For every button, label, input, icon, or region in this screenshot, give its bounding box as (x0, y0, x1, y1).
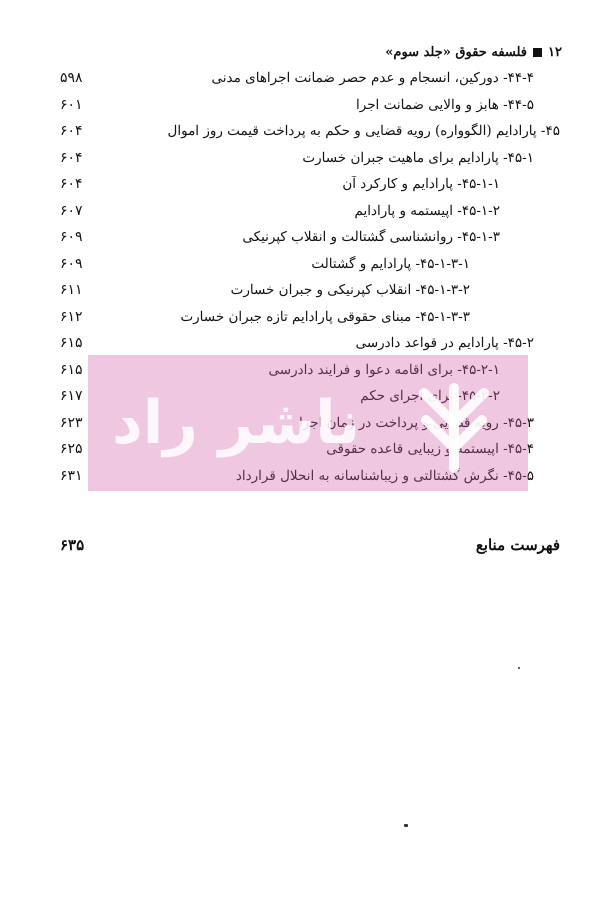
toc-entry-page: ۶۰۷ (60, 202, 83, 219)
header-square-icon (533, 48, 542, 57)
header-page-number: ۱۲ (548, 44, 562, 60)
print-speck (404, 824, 408, 827)
toc-entry[interactable] (60, 70, 560, 97)
toc-entry[interactable] (60, 150, 560, 177)
toc-entry-page: ۶۰۹ (60, 229, 83, 245)
toc-entry[interactable] (60, 123, 560, 150)
toc-entry-title: ۴۵-۵- نگرش گشتالتی و زیباشناسانه به انحلال قرارداد (235, 467, 534, 484)
toc-entry-title: ۴۵-۲-۲- برای اجرای حکم (360, 388, 500, 404)
toc-entry[interactable] (60, 229, 560, 256)
header-book-title: فلسفه حقوق «جلد سوم» (385, 44, 528, 60)
toc-entry[interactable] (60, 97, 560, 124)
toc-entry-page: ۶۲۳ (60, 414, 83, 431)
toc-entry-title: ۴۵-۴- اپیستمه و زیبایی قاعده حقوقی (326, 441, 534, 457)
toc-entry-title: ۴۵-۱-۲- اپیستمه و پارادایم (354, 202, 500, 219)
references-entry[interactable] (60, 536, 560, 554)
toc-entry[interactable] (60, 256, 560, 283)
toc-entry[interactable] (60, 309, 560, 336)
publisher-logo-icon (404, 368, 504, 478)
references-title: فهرست منابع (475, 536, 560, 554)
toc-entry-title: ۴۵- پارادایم (الگوواره) رویه قضایی و حکم به پرداخت قیمت روز اموال (167, 123, 560, 139)
toc-entry-page: ۶۱۱ (60, 282, 83, 298)
toc-entry-page: ۶۲۵ (60, 441, 83, 457)
toc-entry-title: ۴۵-۳- رویه قضایی و پرداخت در زمان اجرا (299, 414, 534, 431)
publisher-watermark (88, 355, 528, 491)
toc-entry-title: ۴۵-۱-۳-۲- انقلاب کپرنیکی و جبران خسارت (230, 282, 470, 298)
toc-entry-title: ۴۴-۴- دورکین، انسجام و عدم حصر ضمانت اجراهای مدنی (211, 70, 534, 86)
running-header (38, 40, 562, 64)
toc-entry-page: ۶۰۴ (60, 149, 83, 166)
toc-entry[interactable] (60, 203, 560, 230)
toc-entry-page: ۶۱۵ (60, 361, 83, 378)
toc-entry-title: ۴۵-۱-۳-۳- مبنای حقوقی پارادایم تازه جبران خسارت (180, 308, 470, 325)
toc-entry-page: ۶۱۵ (60, 335, 83, 351)
toc-entry-page: ۶۰۹ (60, 255, 83, 272)
watermark-text: ناشر راد (112, 388, 361, 458)
print-speck (518, 667, 520, 669)
toc-entry-title: ۴۵-۱- پارادایم برای ماهیت جبران خسارت (302, 149, 534, 166)
toc-entry-title: ۴۵-۲- پارادایم در قواعد دادرسی (355, 335, 534, 351)
references-page: ۶۳۵ (60, 536, 85, 554)
toc-entry-page: ۶۰۴ (60, 176, 83, 192)
toc-entry-title: ۴۴-۵- هابز و والایی ضمانت اجرا (356, 96, 534, 113)
toc-entry-title: ۴۵-۱-۳- روانشناسی گشتالت و انقلاب کپرنیکی (242, 229, 500, 245)
toc-entry-title: ۴۵-۱-۱- پارادایم و کارکرد آن (342, 176, 500, 192)
toc-entry-page: ۶۰۱ (60, 96, 83, 113)
toc-entry-page: ۶۰۴ (60, 123, 83, 139)
toc-entry[interactable] (60, 282, 560, 309)
toc-entry[interactable] (60, 176, 560, 203)
toc-entry-title: ۴۵-۱-۳-۱- پارادایم و گشتالت (311, 255, 470, 272)
toc-entry-page: ۶۱۲ (60, 308, 83, 325)
toc-entry-title: ۴۵-۲-۱- برای اقامه دعوا و فرایند دادرسی (268, 361, 500, 378)
toc-entry-page: ۶۱۷ (60, 388, 83, 404)
toc-entry-page: ۵۹۸ (60, 70, 83, 86)
toc-entry-page: ۶۳۱ (60, 467, 83, 484)
